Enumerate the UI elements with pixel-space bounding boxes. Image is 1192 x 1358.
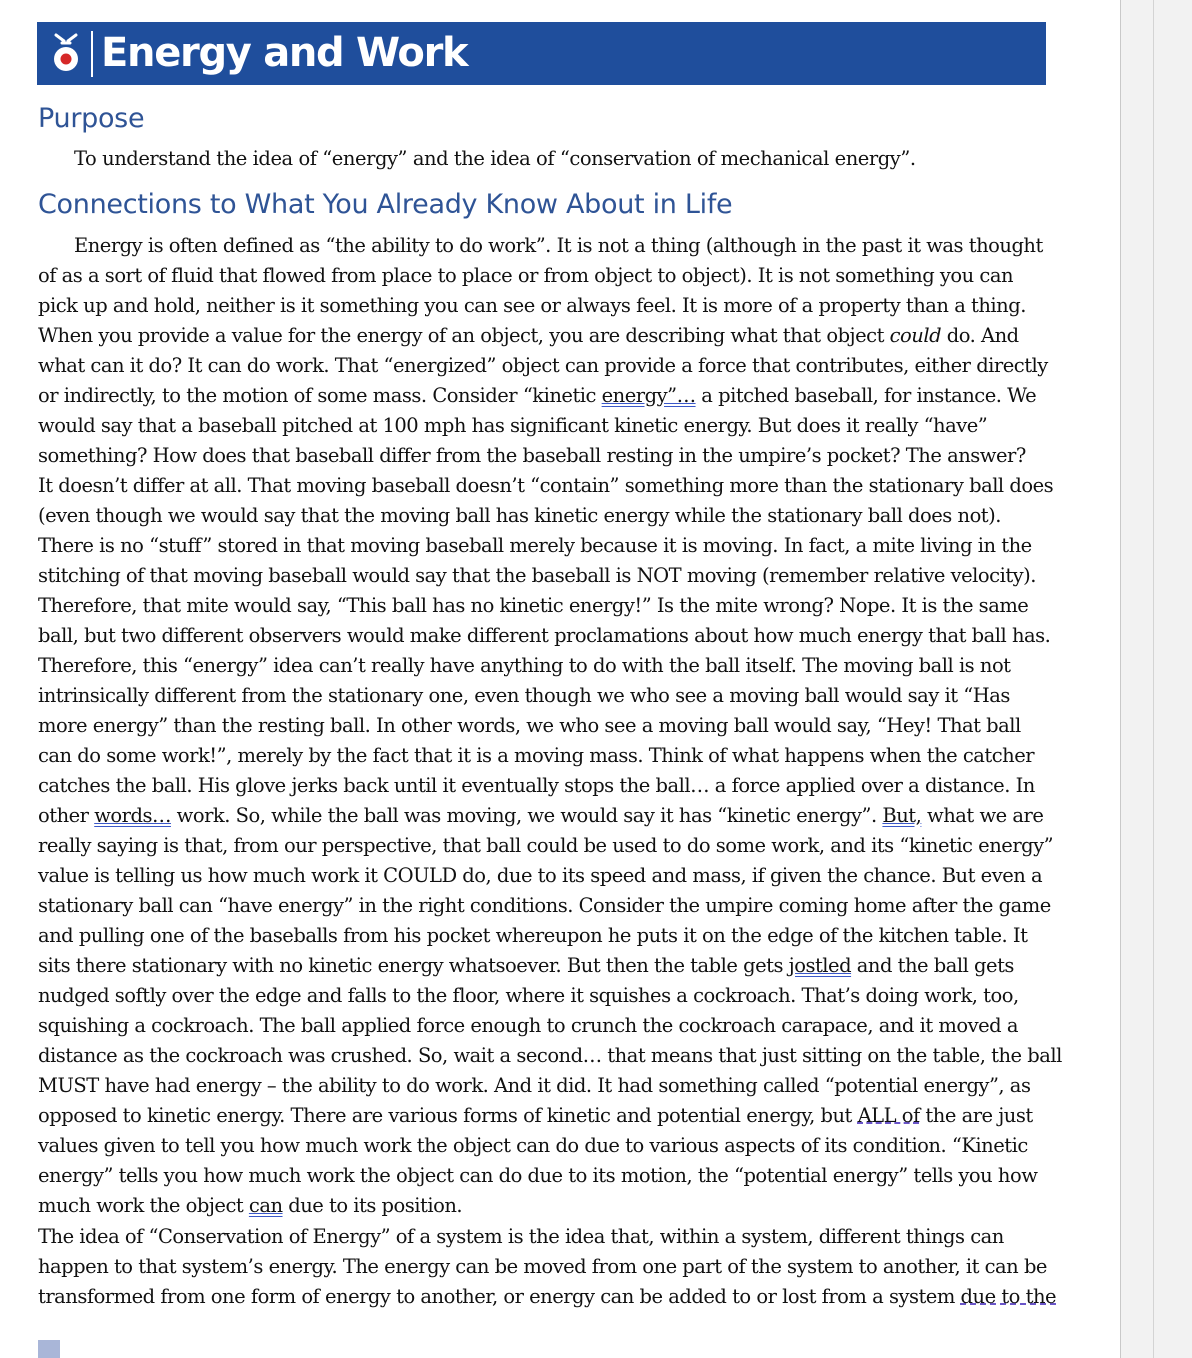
grammar-flag[interactable]: jostled: [788, 954, 852, 977]
text-line: stitching of that moving baseball would say that the baseball is NOT moving (remember relative velocity).: [38, 564, 1036, 587]
text-run: work. So, while the ball was moving, we would say it has “kinetic energy”.: [170, 804, 883, 827]
text-run: a pitched baseball, for instance. We: [695, 384, 1037, 407]
text-line: distance as the cockroach was crushed. So, wait a second… that means that just sitting on the table, the ball: [38, 1044, 1062, 1067]
text-line: [38, 321, 1048, 351]
text-line: ball, but two different observers would make different proclamations about how much energy that ball has.: [38, 624, 1051, 647]
title-banner: [37, 22, 1046, 85]
banner-divider: [91, 31, 93, 77]
text-line: can do some work!”, merely by the fact that it is a moving mass. Think of what happens when the catcher: [38, 744, 1035, 767]
text-run: much work the object: [38, 1194, 249, 1217]
text-run: what we are: [921, 804, 1044, 827]
text-line: something? How does that baseball differ from the baseball resting in the umpire’s pocket? The answer?: [38, 444, 1026, 467]
gutter-divider: [1153, 0, 1154, 1358]
text-line: The idea of “Conservation of Energy” of a system is the idea that, within a system, different things can: [38, 1225, 1004, 1248]
text-line: really saying is that, from our perspective, that ball could be used to do some work, and its “kinetic energy”: [38, 834, 1054, 857]
text-line: It doesn’t differ at all. That moving baseball doesn’t “contain” something more than the stationary ball does: [38, 474, 1054, 497]
text-run: due to its position.: [282, 1194, 463, 1217]
page-title: Energy and Work: [101, 30, 468, 76]
text-line: [38, 1101, 1048, 1131]
text-line: squishing a cockroach. The ball applied force enough to crunch the cockroach carapace, and it moved a: [38, 1014, 1018, 1037]
text-run: When you provide a value for the energy of an object, you are describing what that object: [38, 324, 890, 347]
grammar-flag[interactable]: But,: [882, 804, 922, 827]
connections-heading: Connections to What You Already Know About in Life: [38, 189, 733, 220]
purpose-text: To understand the idea of “energy” and the idea of “conservation of mechanical energy”.: [74, 147, 916, 170]
text-line: values given to tell you how much work the object can do due to various aspects of its condition. “Kinetic: [38, 1134, 1028, 1157]
energy-logo-icon: [51, 31, 81, 77]
grammar-flag[interactable]: energy”…: [601, 384, 696, 407]
text-run: or indirectly, to the motion of some mass. Consider “kinetic: [38, 384, 602, 407]
text-line: would say that a baseball pitched at 100 mph has significant kinetic energy. But does it really “have”: [38, 414, 988, 437]
text-line: pick up and hold, neither is it something you can see or always feel. It is more of a property than a thing.: [38, 294, 1026, 317]
text-line: value is telling us how much work it COULD do, due to its speed and mass, if given the chance. But even a: [38, 864, 1043, 887]
text-line: and pulling one of the baseballs from his pocket whereupon he puts it on the edge of the kitchen table. It: [38, 924, 1028, 947]
grammar-flag[interactable]: ALL of: [857, 1104, 920, 1127]
grammar-flag[interactable]: can: [248, 1194, 283, 1217]
text-line: Energy is often defined as “the ability to do work”. It is not a thing (although in the past it was thought: [74, 234, 1043, 257]
text-run: other: [38, 804, 95, 827]
connections-paragraph: [38, 231, 1062, 1221]
text-line: of as a sort of fluid that flowed from place to place or from object to object). It is not something you can: [38, 264, 1014, 287]
text-line: MUST have had energy – the ability to do work. And it did. It had something called “potential energy”, as: [38, 1074, 1031, 1097]
text-line: (even though we would say that the moving ball has kinetic energy while the stationary ball does not).: [38, 504, 1001, 527]
text-line: more energy” than the resting ball. In other words, we who see a moving ball would say, “Hey! That ball: [38, 714, 1021, 737]
text-line: [38, 951, 1048, 981]
text-line: happen to that system’s energy. The energy can be moved from one part of the system to another, it can be: [38, 1255, 1047, 1278]
window-gutter: [1120, 0, 1192, 1358]
text-line: There is no “stuff” stored in that moving baseball merely because it is moving. In fact, a mite living in the: [38, 534, 1032, 557]
text-line: [38, 1282, 1057, 1312]
text-line: [38, 381, 1048, 411]
footer-logo-icon: [38, 1340, 60, 1358]
text-line: Therefore, this “energy” idea can’t really have anything to do with the ball itself. The moving ball is not: [38, 654, 1011, 677]
text-line: what can it do? It can do work. That “energized” object can provide a force that contributes, either directly: [38, 354, 1048, 377]
text-line: [38, 1191, 1048, 1221]
text-line: intrinsically different from the stationary one, even though we who see a moving ball would say it “Has: [38, 684, 1010, 707]
text-line: nudged softly over the edge and falls to the floor, where it squishes a cockroach. That’s doing work, too,: [38, 984, 1019, 1007]
text-line: [38, 801, 1048, 831]
grammar-flag[interactable]: due to the: [960, 1285, 1057, 1308]
text-line: stationary ball can “have energy” in the right conditions. Consider the umpire coming home after the game: [38, 894, 1051, 917]
text-line: catches the ball. His glove jerks back until it eventually stops the ball… a force applied over a distance. In: [38, 774, 1035, 797]
italic-word: could: [889, 324, 942, 347]
conservation-paragraph: [38, 1222, 1057, 1312]
text-run: sits there stationary with no kinetic energy whatsoever. But then the table gets: [38, 954, 789, 977]
text-run: transformed from one form of energy to another, or energy can be added to or lost from a system: [38, 1285, 961, 1308]
text-run: the are just: [919, 1104, 1033, 1127]
text-run: do. And: [941, 324, 1019, 347]
purpose-heading: Purpose: [38, 103, 145, 134]
text-run: opposed to kinetic energy. There are various forms of kinetic and potential energy, but: [38, 1104, 858, 1127]
text-line: Therefore, that mite would say, “This ball has no kinetic energy!” Is the mite wrong? Nope. It is the same: [38, 594, 1029, 617]
text-line: energy” tells you how much work the object can do due to its motion, the “potential energy” tells you how: [38, 1164, 1038, 1187]
text-run: and the ball gets: [851, 954, 1014, 977]
grammar-flag[interactable]: words…: [94, 804, 171, 827]
